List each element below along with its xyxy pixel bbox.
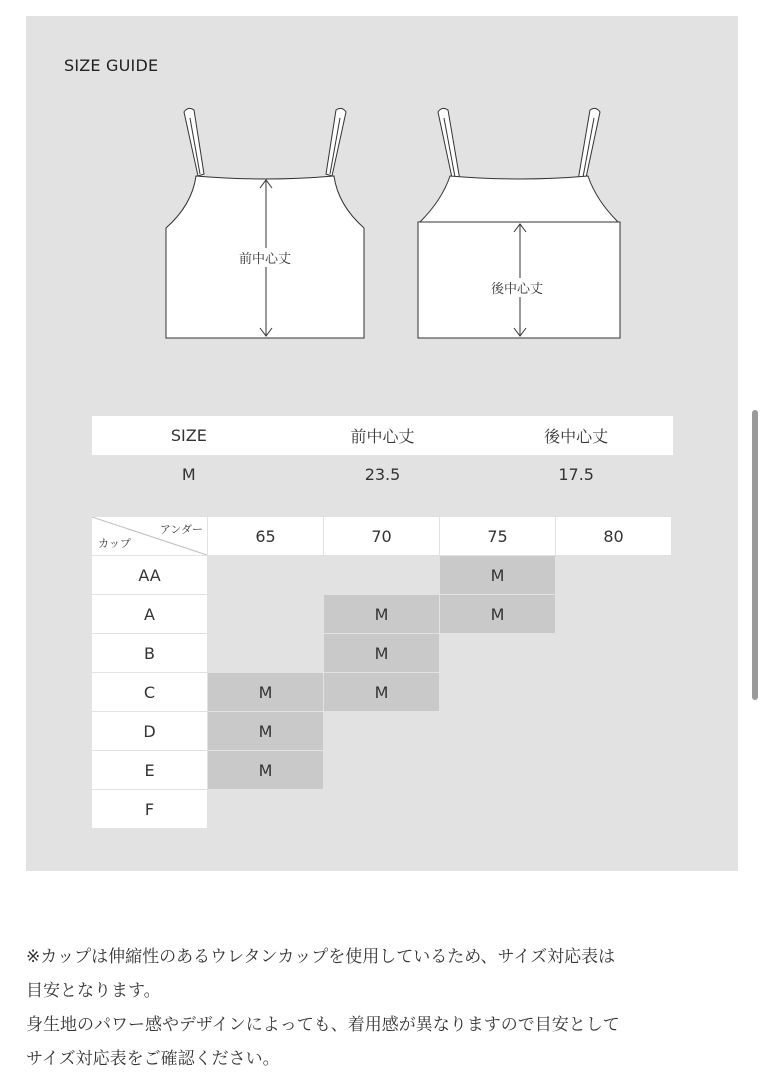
empty-cell xyxy=(208,634,323,672)
cup-row xyxy=(92,751,672,789)
front-length-value: 23.5 xyxy=(364,465,401,484)
cup-row-label: B xyxy=(92,634,207,672)
cup-row-label: AA xyxy=(92,556,207,594)
under-80: 80 xyxy=(556,517,671,555)
empty-cell xyxy=(556,634,671,672)
cup-row-label: F xyxy=(92,790,207,828)
size-match-cell: M xyxy=(208,712,323,750)
cup-row-label: A xyxy=(92,595,207,633)
empty-cell xyxy=(556,790,671,828)
empty-cell xyxy=(324,712,439,750)
empty-cell xyxy=(440,634,555,672)
note-line: ※カップは伸縮性のあるウレタンカップを使用しているため、サイズ対応表は xyxy=(26,947,616,967)
cup-row-label: C xyxy=(92,673,207,711)
scrollbar[interactable] xyxy=(752,410,758,700)
cup-row xyxy=(92,712,672,750)
empty-cell xyxy=(324,790,439,828)
empty-cell xyxy=(324,556,439,594)
cup-chart-corner xyxy=(92,517,207,555)
front-length-label: 前中心丈 xyxy=(238,248,292,267)
header-back-length: 後中心丈 xyxy=(544,427,609,446)
header-front-length: 前中心丈 xyxy=(350,427,415,446)
back-length-value: 17.5 xyxy=(558,465,594,484)
measurement-row xyxy=(92,455,673,494)
cup-label: カップ xyxy=(98,537,131,550)
under-label: アンダー xyxy=(159,523,203,536)
empty-cell xyxy=(440,790,555,828)
empty-cell xyxy=(556,751,671,789)
size-match-cell: M xyxy=(208,673,323,711)
under-75: 75 xyxy=(440,517,555,555)
size-match-cell: M xyxy=(324,673,439,711)
note-line: 目安となります。 xyxy=(26,981,161,1001)
empty-cell xyxy=(556,673,671,711)
empty-cell xyxy=(440,712,555,750)
cup-row xyxy=(92,673,672,711)
front-diagram xyxy=(160,100,370,345)
size-match-cell: M xyxy=(324,595,439,633)
cup-row xyxy=(92,790,672,828)
back-diagram xyxy=(414,100,624,345)
measurement-header-row xyxy=(92,416,673,455)
size-match-cell: M xyxy=(440,595,555,633)
cup-chart-header-row xyxy=(92,517,672,555)
empty-cell xyxy=(208,790,323,828)
size-match-cell: M xyxy=(208,751,323,789)
notes xyxy=(26,940,738,1076)
size-match-cell: M xyxy=(440,556,555,594)
measurement-table xyxy=(92,416,673,494)
note-line: 身生地のパワー感やデザインによっても、着用感が異なりますので目安として xyxy=(26,1015,620,1035)
back-camisole-illustration xyxy=(414,100,624,345)
empty-cell xyxy=(208,556,323,594)
cup-row xyxy=(92,595,672,633)
size-value: M xyxy=(181,465,196,484)
size-match-cell: M xyxy=(324,634,439,672)
cup-size-chart xyxy=(92,517,672,829)
front-camisole-illustration xyxy=(160,100,370,345)
cup-row-label: D xyxy=(92,712,207,750)
under-65: 65 xyxy=(208,517,323,555)
cup-row-label: E xyxy=(92,751,207,789)
empty-cell xyxy=(440,751,555,789)
empty-cell xyxy=(556,712,671,750)
size-guide-title: SIZE GUIDE xyxy=(64,56,159,75)
empty-cell xyxy=(324,751,439,789)
empty-cell xyxy=(556,556,671,594)
empty-cell xyxy=(440,673,555,711)
empty-cell xyxy=(556,595,671,633)
cup-row xyxy=(92,634,672,672)
empty-cell xyxy=(208,595,323,633)
cup-row xyxy=(92,556,672,594)
back-length-label: 後中心丈 xyxy=(490,278,544,297)
header-size: SIZE xyxy=(170,426,207,445)
under-70: 70 xyxy=(324,517,439,555)
note-line: サイズ対応表をご確認ください。 xyxy=(26,1049,280,1069)
